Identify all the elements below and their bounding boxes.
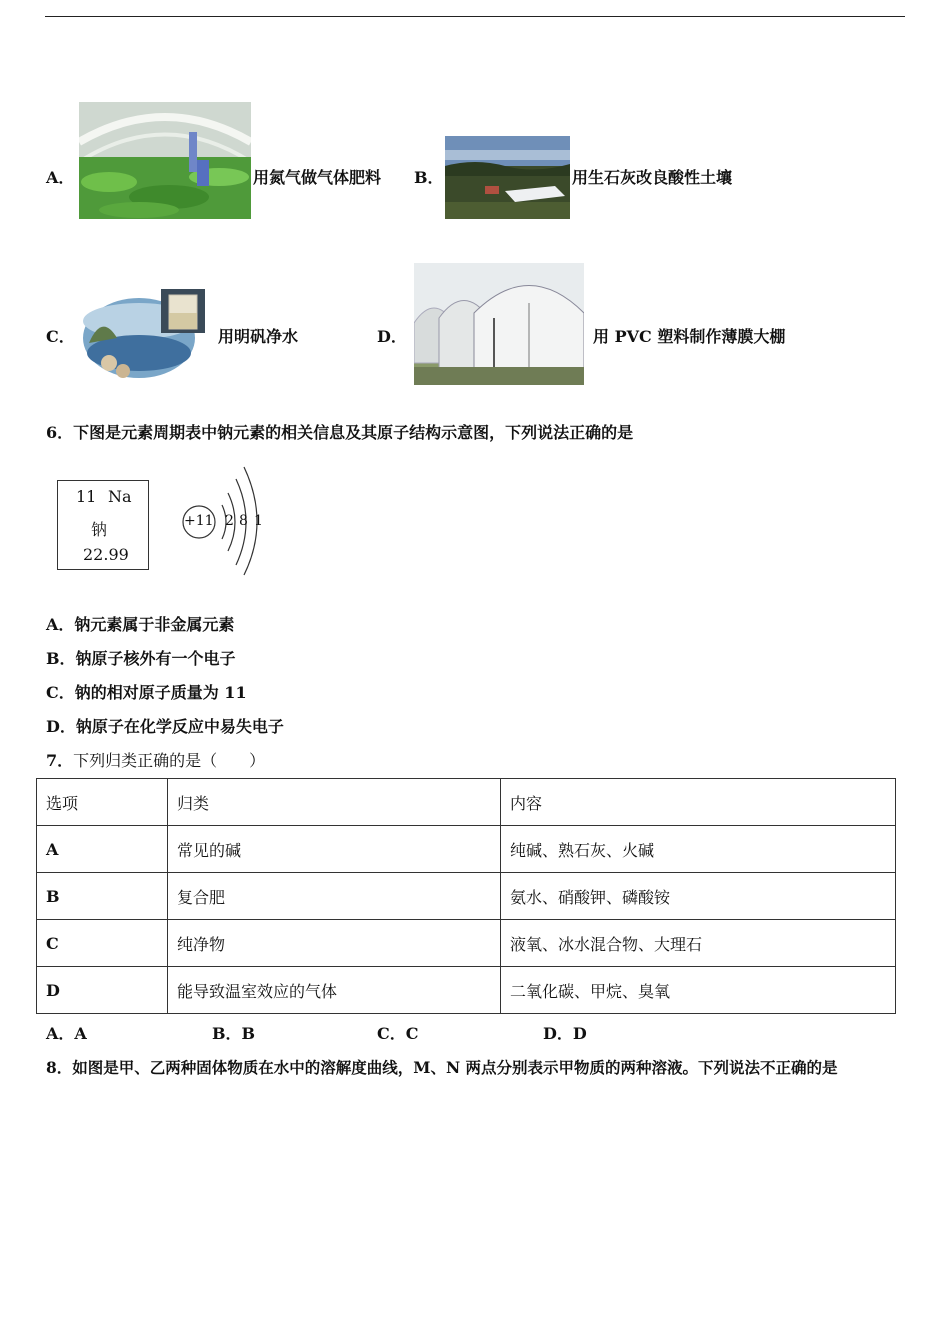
option-c-letter: C． (46, 327, 75, 346)
table-row (37, 873, 896, 920)
q6-option-a: A．钠元素属于非金属元素 (46, 615, 235, 634)
option-d-letter: D． (377, 327, 407, 346)
question-7-stem (46, 748, 265, 771)
row-c-content: 液氧、冰水混合物、大理石 (501, 920, 896, 967)
atomic-number: 11 (76, 487, 97, 506)
option-a-text: 用氮气做气体肥料 (253, 168, 382, 187)
atomic-mass: 22.99 (83, 545, 129, 564)
question-7-number: 7． (46, 751, 74, 770)
element-name: 钠 (91, 520, 108, 539)
greenhouse-vegetable-photo (79, 102, 251, 219)
header-option: 选项 (37, 779, 168, 826)
question-8-stem: 8．如图是甲、乙两种固体物质在水中的溶解度曲线，M、N 两点分别表示甲物质的两种溶液。下列说法不正确的是 (46, 1058, 838, 1077)
nucleus-charge: +11 (184, 513, 214, 529)
field-lime-photo (445, 136, 570, 219)
row-a-category: 常见的碱 (168, 826, 501, 873)
element-cell-sodium (57, 480, 149, 570)
option-b-letter: B． (414, 168, 444, 187)
q7-answer-c: C．C (377, 1024, 419, 1043)
element-symbol: Na (108, 487, 132, 506)
table-row (37, 920, 896, 967)
row-c-option: C (37, 920, 168, 967)
q6-option-b: B．钠原子核外有一个电子 (46, 649, 236, 668)
question-7-text: 下列归类正确的是（ ） (73, 751, 266, 770)
q7-answer-d: D．D (543, 1024, 587, 1043)
row-a-option: A (37, 826, 168, 873)
table-header-row (37, 779, 896, 826)
option-d-text: 用 PVC 塑料制作薄膜大棚 (593, 327, 786, 346)
option-c-text: 用明矾净水 (218, 327, 299, 346)
shell-2-electrons: 8 (239, 513, 248, 529)
row-b-category: 复合肥 (168, 873, 501, 920)
row-b-content: 氨水、硝酸钾、磷酸铵 (501, 873, 896, 920)
option-b-text: 用生石灰改良酸性土壤 (572, 168, 733, 187)
sodium-atom-diagram (178, 465, 278, 577)
option-a-letter: A． (46, 168, 75, 187)
shell-1-electrons: 2 (225, 513, 234, 529)
row-d-content: 二氧化碳、甲烷、臭氧 (501, 967, 896, 1014)
q7-answer-a: A．A (46, 1024, 87, 1043)
header-category: 归类 (168, 779, 501, 826)
row-c-category: 纯净物 (168, 920, 501, 967)
lake-beaker-photo (77, 283, 212, 383)
row-b-option: B (37, 873, 168, 920)
row-d-option: D (37, 967, 168, 1014)
shell-3-electrons: 1 (254, 513, 263, 529)
row-d-category: 能导致温室效应的气体 (168, 967, 501, 1014)
question-6-stem: 6．下图是元素周期表中钠元素的相关信息及其原子结构示意图，下列说法正确的是 (46, 423, 634, 442)
header-rule (45, 16, 905, 17)
q7-answer-b: B．B (212, 1024, 256, 1043)
table-row (37, 826, 896, 873)
row-a-content: 纯碱、熟石灰、火碱 (501, 826, 896, 873)
q6-option-d: D．钠原子在化学反应中易失电子 (46, 717, 284, 736)
table-row (37, 967, 896, 1014)
q6-option-c: C．钠的相对原子质量为 11 (46, 683, 247, 702)
plastic-greenhouse-photo (414, 263, 584, 385)
header-content: 内容 (501, 779, 896, 826)
classification-table (36, 778, 896, 1014)
